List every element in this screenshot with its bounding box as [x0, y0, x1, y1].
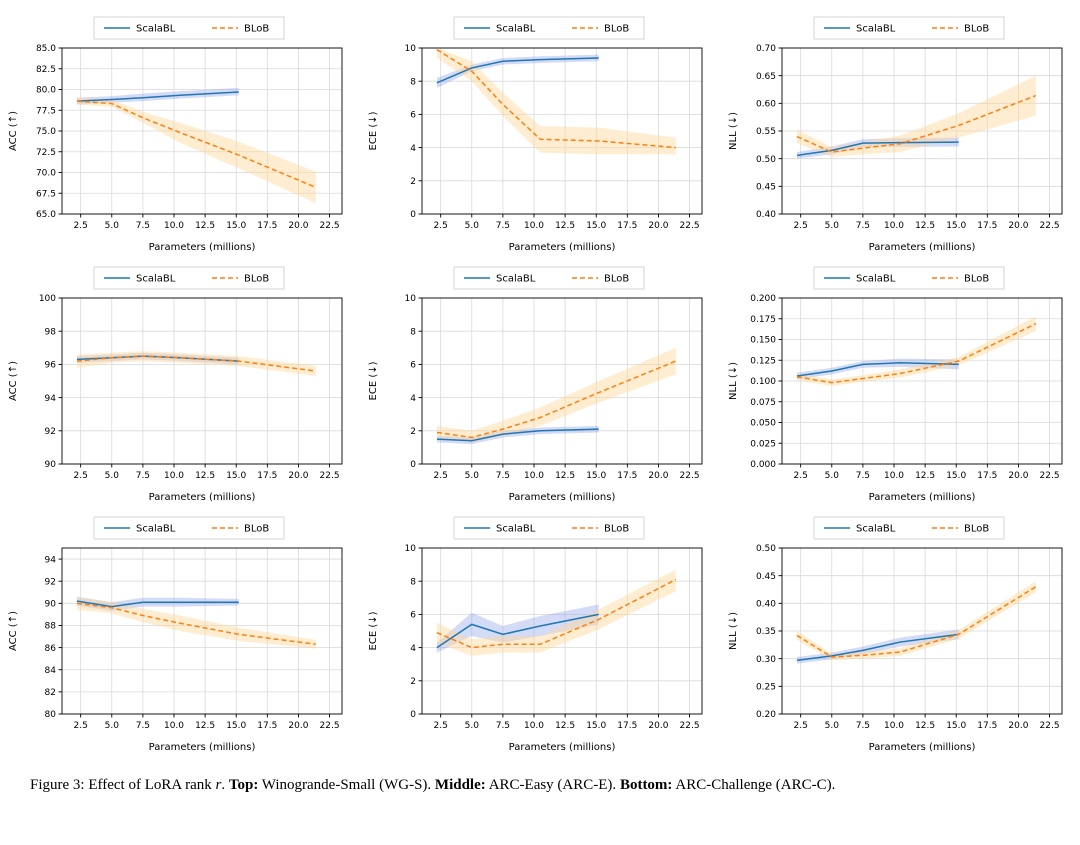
svg-text:0.050: 0.050 [750, 418, 776, 429]
svg-text:92: 92 [44, 427, 56, 437]
svg-text:7.5: 7.5 [855, 221, 871, 231]
caption-prefix: Figure 3: Effect of LoRA rank [30, 777, 216, 793]
svg-text:5.0: 5.0 [464, 471, 479, 481]
svg-text:Parameters (millions): Parameters (millions) [508, 492, 616, 503]
svg-text:12.5: 12.5 [555, 721, 576, 731]
panel-arce-acc [0, 258, 360, 508]
caption-top-text: Winogrande-Small (WG-S). [258, 777, 435, 793]
svg-text:6: 6 [410, 360, 416, 371]
svg-text:10.0: 10.0 [883, 221, 905, 231]
chart-arce-nll [720, 258, 1080, 508]
svg-text:8: 8 [410, 77, 416, 88]
svg-text:0.65: 0.65 [755, 71, 776, 82]
svg-text:ACC (↑): ACC (↑) [8, 611, 19, 651]
svg-text:86: 86 [44, 643, 56, 654]
panel-arcc-ece [360, 508, 720, 758]
svg-text:2.5: 2.5 [73, 221, 88, 231]
svg-text:22.5: 22.5 [319, 471, 340, 481]
svg-text:5.0: 5.0 [824, 471, 839, 481]
svg-text:12.5: 12.5 [195, 471, 216, 481]
chart-legend [814, 17, 1004, 39]
svg-text:0.45: 0.45 [755, 182, 776, 193]
svg-text:BLoB: BLoB [964, 23, 990, 35]
svg-text:ScalaBL: ScalaBL [496, 523, 536, 535]
svg-text:15.0: 15.0 [226, 471, 247, 481]
svg-text:12.5: 12.5 [195, 721, 216, 731]
svg-text:17.5: 17.5 [617, 471, 638, 481]
svg-text:94: 94 [44, 555, 56, 566]
svg-text:ScalaBL: ScalaBL [856, 523, 896, 535]
caption-middle-label: Middle: [434, 777, 486, 793]
svg-text:22.5: 22.5 [1039, 221, 1060, 231]
svg-text:7.5: 7.5 [135, 721, 151, 731]
svg-text:2.5: 2.5 [433, 721, 448, 731]
svg-text:22.5: 22.5 [1039, 471, 1060, 481]
svg-text:2.5: 2.5 [73, 471, 88, 481]
chart-legend [94, 267, 284, 289]
chart-legend [454, 517, 644, 539]
svg-text:ECE (↓): ECE (↓) [368, 611, 379, 651]
svg-text:12.5: 12.5 [915, 471, 936, 481]
svg-text:7.5: 7.5 [495, 221, 511, 231]
svg-text:4: 4 [410, 143, 416, 154]
svg-text:Parameters (millions): Parameters (millions) [868, 742, 976, 753]
chart-legend [814, 517, 1004, 539]
svg-text:7.5: 7.5 [855, 721, 871, 731]
svg-text:7.5: 7.5 [855, 471, 871, 481]
chart-legend [454, 267, 644, 289]
svg-text:17.5: 17.5 [257, 221, 278, 231]
svg-text:ACC (↑): ACC (↑) [8, 361, 19, 401]
svg-text:ScalaBL: ScalaBL [136, 523, 176, 535]
svg-text:15.0: 15.0 [226, 221, 247, 231]
svg-text:Parameters (millions): Parameters (millions) [148, 242, 256, 253]
svg-text:ScalaBL: ScalaBL [496, 23, 536, 35]
svg-text:0.40: 0.40 [755, 599, 776, 610]
panel-wgs-nll [720, 8, 1080, 258]
svg-text:2.5: 2.5 [73, 721, 88, 731]
svg-text:10.0: 10.0 [163, 471, 185, 481]
chart-arcc-acc [0, 508, 360, 758]
svg-text:90: 90 [44, 599, 56, 610]
svg-text:17.5: 17.5 [977, 221, 998, 231]
svg-text:ScalaBL: ScalaBL [136, 23, 176, 35]
svg-text:20.0: 20.0 [1008, 471, 1029, 481]
chart-wgs-ece [360, 8, 720, 258]
svg-text:0: 0 [410, 710, 416, 721]
svg-text:2.5: 2.5 [433, 471, 448, 481]
svg-text:70.0: 70.0 [35, 168, 56, 179]
svg-text:0.70: 0.70 [755, 44, 776, 55]
svg-text:80: 80 [44, 710, 56, 721]
svg-text:88: 88 [44, 621, 56, 632]
svg-text:6: 6 [410, 610, 416, 621]
svg-text:BLoB: BLoB [964, 273, 990, 285]
caption-rank-symbol: r [215, 777, 222, 793]
svg-text:0: 0 [410, 460, 416, 471]
chart-legend [94, 517, 284, 539]
svg-text:15.0: 15.0 [946, 721, 967, 731]
svg-text:15.0: 15.0 [586, 221, 607, 231]
svg-text:7.5: 7.5 [135, 471, 151, 481]
svg-text:77.5: 77.5 [35, 106, 56, 117]
svg-text:0.025: 0.025 [750, 439, 776, 450]
svg-text:5.0: 5.0 [824, 721, 839, 731]
svg-text:2.5: 2.5 [793, 471, 808, 481]
svg-text:17.5: 17.5 [977, 471, 998, 481]
svg-text:5.0: 5.0 [104, 471, 119, 481]
chart-legend [814, 267, 1004, 289]
svg-text:12.5: 12.5 [555, 471, 576, 481]
svg-text:4: 4 [410, 393, 416, 404]
svg-text:ScalaBL: ScalaBL [496, 273, 536, 285]
svg-text:7.5: 7.5 [135, 221, 151, 231]
caption-bottom-text: ARC-Challenge (ARC-C). [672, 777, 836, 793]
svg-text:BLoB: BLoB [244, 23, 270, 35]
svg-text:96: 96 [44, 360, 56, 371]
svg-text:0.50: 0.50 [755, 544, 776, 555]
svg-text:2.5: 2.5 [793, 721, 808, 731]
figure-caption [30, 775, 1050, 795]
svg-text:0.45: 0.45 [755, 571, 776, 582]
svg-text:22.5: 22.5 [679, 471, 700, 481]
svg-text:0.35: 0.35 [755, 627, 776, 638]
svg-text:17.5: 17.5 [977, 721, 998, 731]
svg-text:2: 2 [410, 177, 416, 187]
chart-arce-acc [0, 258, 360, 508]
svg-text:20.0: 20.0 [1008, 721, 1029, 731]
svg-text:BLoB: BLoB [964, 523, 990, 535]
svg-text:20.0: 20.0 [288, 221, 309, 231]
svg-text:15.0: 15.0 [586, 471, 607, 481]
svg-text:0: 0 [410, 210, 416, 221]
svg-text:92: 92 [44, 577, 56, 588]
caption-mid: . [221, 777, 229, 793]
svg-text:65.0: 65.0 [35, 210, 56, 221]
svg-text:10: 10 [404, 44, 416, 55]
svg-text:NLL (↓): NLL (↓) [728, 362, 739, 400]
chart-legend [454, 17, 644, 39]
svg-text:10.0: 10.0 [523, 221, 545, 231]
chart-wgs-acc [0, 8, 360, 258]
svg-text:20.0: 20.0 [288, 721, 309, 731]
svg-text:10: 10 [404, 544, 416, 555]
svg-text:10.0: 10.0 [883, 471, 905, 481]
panel-arcc-acc [0, 508, 360, 758]
svg-text:0.60: 0.60 [755, 99, 776, 110]
figure-panel-grid [0, 8, 1080, 758]
svg-text:0.200: 0.200 [750, 294, 776, 305]
panel-wgs-acc [0, 8, 360, 258]
caption-top-label: Top: [228, 777, 259, 793]
panel-arcc-nll [720, 508, 1080, 758]
svg-text:12.5: 12.5 [195, 221, 216, 231]
svg-text:22.5: 22.5 [319, 221, 340, 231]
svg-text:82: 82 [44, 688, 56, 699]
svg-text:17.5: 17.5 [617, 221, 638, 231]
svg-text:8: 8 [410, 327, 416, 338]
svg-text:2.5: 2.5 [793, 221, 808, 231]
svg-text:BLoB: BLoB [604, 23, 630, 35]
svg-text:90: 90 [44, 460, 56, 471]
svg-text:10.0: 10.0 [523, 471, 545, 481]
caption-middle-text: ARC-Easy (ARC-E). [485, 777, 620, 793]
svg-text:Parameters (millions): Parameters (millions) [868, 492, 976, 503]
svg-text:ECE (↓): ECE (↓) [368, 361, 379, 401]
svg-text:12.5: 12.5 [915, 221, 936, 231]
svg-text:15.0: 15.0 [226, 721, 247, 731]
svg-text:NLL (↓): NLL (↓) [728, 112, 739, 150]
svg-text:0.000: 0.000 [750, 460, 776, 471]
svg-text:10.0: 10.0 [163, 221, 185, 231]
svg-text:10.0: 10.0 [523, 721, 545, 731]
svg-text:84: 84 [44, 665, 56, 676]
svg-text:20.0: 20.0 [648, 221, 669, 231]
svg-text:NLL (↓): NLL (↓) [728, 612, 739, 650]
svg-text:BLoB: BLoB [604, 273, 630, 285]
svg-text:12.5: 12.5 [555, 221, 576, 231]
svg-text:0.125: 0.125 [750, 356, 776, 367]
svg-text:94: 94 [44, 393, 56, 404]
caption-bottom-label: Bottom: [619, 777, 673, 793]
svg-text:0.20: 0.20 [755, 710, 776, 721]
svg-text:ScalaBL: ScalaBL [856, 23, 896, 35]
chart-arcc-nll [720, 508, 1080, 758]
svg-text:0.40: 0.40 [755, 210, 776, 221]
svg-text:BLoB: BLoB [244, 273, 270, 285]
svg-text:5.0: 5.0 [824, 221, 839, 231]
panel-wgs-ece [360, 8, 720, 258]
svg-text:20.0: 20.0 [648, 471, 669, 481]
svg-text:7.5: 7.5 [495, 721, 511, 731]
svg-text:20.0: 20.0 [648, 721, 669, 731]
svg-text:4: 4 [410, 643, 416, 654]
svg-text:75.0: 75.0 [35, 127, 56, 138]
svg-text:0.55: 0.55 [755, 127, 776, 138]
svg-text:Parameters (millions): Parameters (millions) [508, 742, 616, 753]
svg-text:Parameters (millions): Parameters (millions) [508, 242, 616, 253]
svg-text:6: 6 [410, 110, 416, 121]
svg-text:72.5: 72.5 [35, 147, 56, 158]
svg-text:Parameters (millions): Parameters (millions) [148, 492, 256, 503]
svg-text:15.0: 15.0 [946, 221, 967, 231]
svg-text:10.0: 10.0 [163, 721, 185, 731]
svg-text:0.075: 0.075 [750, 397, 776, 408]
svg-text:7.5: 7.5 [495, 471, 511, 481]
svg-text:2.5: 2.5 [433, 221, 448, 231]
svg-text:5.0: 5.0 [464, 721, 479, 731]
svg-text:85.0: 85.0 [35, 44, 56, 55]
svg-text:0.50: 0.50 [755, 154, 776, 165]
svg-text:100: 100 [38, 294, 56, 305]
svg-text:20.0: 20.0 [288, 471, 309, 481]
svg-text:8: 8 [410, 577, 416, 588]
svg-text:Parameters (millions): Parameters (millions) [148, 742, 256, 753]
svg-text:15.0: 15.0 [946, 471, 967, 481]
svg-text:17.5: 17.5 [617, 721, 638, 731]
svg-text:20.0: 20.0 [1008, 221, 1029, 231]
chart-arce-ece [360, 258, 720, 508]
svg-text:ScalaBL: ScalaBL [136, 273, 176, 285]
svg-text:80.0: 80.0 [35, 85, 56, 96]
svg-text:Parameters (millions): Parameters (millions) [868, 242, 976, 253]
svg-text:0.25: 0.25 [755, 682, 776, 693]
svg-text:22.5: 22.5 [319, 721, 340, 731]
svg-text:0.100: 0.100 [750, 377, 776, 388]
svg-text:22.5: 22.5 [679, 721, 700, 731]
svg-text:22.5: 22.5 [1039, 721, 1060, 731]
svg-text:17.5: 17.5 [257, 721, 278, 731]
svg-text:BLoB: BLoB [244, 523, 270, 535]
svg-text:0.175: 0.175 [750, 314, 776, 325]
chart-legend [94, 17, 284, 39]
chart-arcc-ece [360, 508, 720, 758]
svg-text:5.0: 5.0 [104, 721, 119, 731]
svg-text:5.0: 5.0 [464, 221, 479, 231]
svg-text:5.0: 5.0 [104, 221, 119, 231]
svg-text:15.0: 15.0 [586, 721, 607, 731]
svg-text:0.150: 0.150 [750, 335, 776, 346]
svg-text:12.5: 12.5 [915, 721, 936, 731]
svg-text:2: 2 [410, 677, 416, 687]
chart-wgs-nll [720, 8, 1080, 258]
svg-text:98: 98 [44, 327, 56, 338]
svg-text:22.5: 22.5 [679, 221, 700, 231]
svg-text:67.5: 67.5 [35, 189, 56, 200]
svg-text:17.5: 17.5 [257, 471, 278, 481]
svg-text:ACC (↑): ACC (↑) [8, 111, 19, 151]
svg-text:82.5: 82.5 [35, 64, 56, 75]
svg-text:10.0: 10.0 [883, 721, 905, 731]
svg-text:ECE (↓): ECE (↓) [368, 111, 379, 151]
svg-text:2: 2 [410, 427, 416, 437]
panel-arce-ece [360, 258, 720, 508]
svg-text:0.30: 0.30 [755, 654, 776, 665]
panel-arce-nll [720, 258, 1080, 508]
svg-text:BLoB: BLoB [604, 523, 630, 535]
svg-text:ScalaBL: ScalaBL [856, 273, 896, 285]
svg-text:10: 10 [404, 294, 416, 305]
